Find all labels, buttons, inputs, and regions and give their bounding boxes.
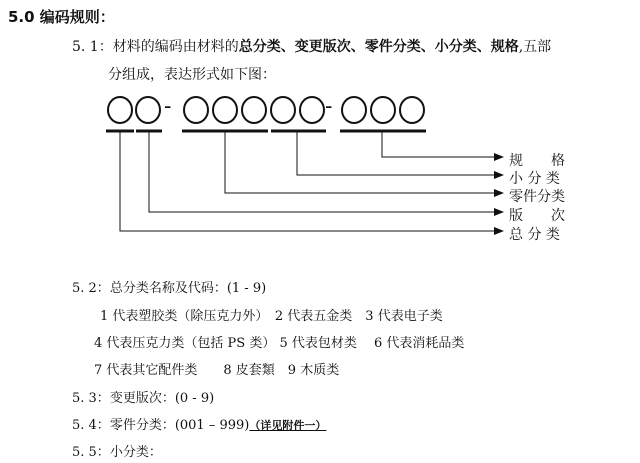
connector-part-class: [225, 131, 496, 193]
category-row-3: 7 代表其它配件类 8 皮套類 9 木质类: [94, 363, 340, 378]
rule-1-text-b: ,五部: [518, 39, 552, 55]
connector-total-class: [120, 131, 496, 231]
rule-1-line-2: 分组成，表达形式如下图：: [108, 67, 276, 83]
rule-1-text-a: 材料的编码由材料的: [112, 39, 239, 55]
connector-sub-class: [297, 131, 496, 175]
label-version: 版 次: [509, 208, 565, 224]
label-spec: 规 格: [509, 153, 565, 169]
label-part-class: 零件分类: [509, 189, 565, 205]
digit-circle: [271, 97, 295, 123]
digit-circle: [300, 97, 324, 123]
digit-circle: [136, 97, 160, 123]
digit-circle: [400, 97, 424, 123]
attachment-note: （详见附件一）: [249, 419, 327, 432]
digit-circle: [342, 97, 366, 123]
category-row-2: 4 代表压克力类（包括 PS 类） 5 代表包材类 6 代表消耗品类: [94, 336, 465, 351]
connector-spec: [382, 131, 496, 157]
rule-3: [72, 387, 214, 406]
label-sub-class: 小 分 类: [509, 171, 560, 187]
dash-separator-1: -: [164, 94, 172, 119]
rule-2-title: 总分类名称及代码：(1 - 9): [109, 281, 267, 296]
rule-5-number: 5. 5：: [72, 445, 110, 460]
rule-2-number: 5. 2：: [72, 281, 110, 296]
arrowhead: [494, 189, 504, 197]
digit-circle: [184, 97, 208, 123]
rule-3-text: 变更版次：(0 - 9): [109, 391, 215, 406]
rule-1-items: 总分类、变更版次、零件分类、小分类、规格: [238, 39, 519, 55]
connector-version: [149, 131, 496, 212]
category-row-1: 1 代表塑胶类（除压克力外） 2 代表五金类 3 代表电子类: [100, 309, 443, 324]
label-total-class: 总 分 类: [509, 227, 560, 243]
rule-4-text: 零件分类：(001 – 999): [109, 418, 250, 433]
rule-4-number: 5. 4：: [72, 418, 110, 433]
digit-circle: [108, 97, 132, 123]
dash-separator-2: -: [325, 94, 333, 119]
digit-circle: [213, 97, 237, 123]
rule-5: [72, 441, 162, 460]
rule-1-number: 5. 1：: [72, 39, 113, 55]
rule-2: [72, 277, 266, 296]
arrowhead: [494, 171, 504, 179]
arrowhead: [494, 153, 504, 161]
digit-circle: [371, 97, 395, 123]
arrowhead: [494, 208, 504, 216]
digit-circle: [242, 97, 266, 123]
rule-3-number: 5. 3：: [72, 391, 110, 406]
section-heading: 5.0 编码规则：: [8, 8, 115, 26]
arrowhead: [494, 227, 504, 235]
rule-4: [72, 414, 326, 433]
rule-5-text: 小分类：: [109, 445, 162, 460]
